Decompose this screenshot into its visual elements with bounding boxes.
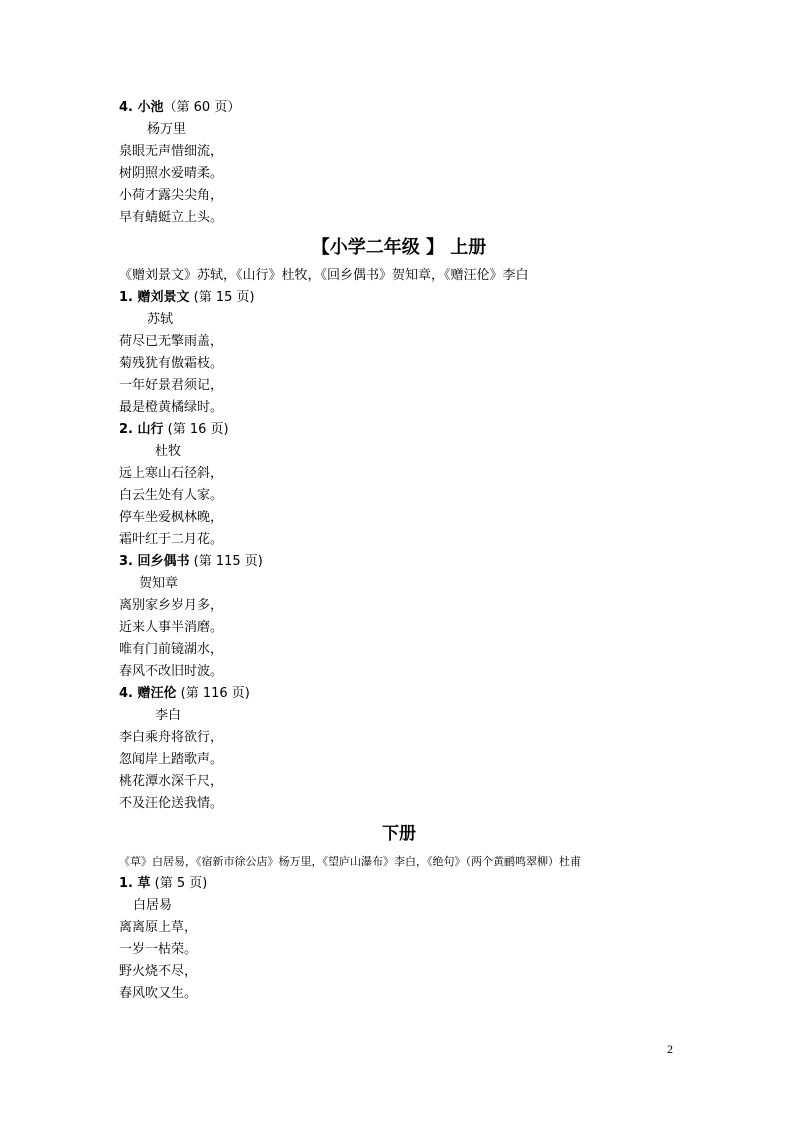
poem-title-text: 2. 山行 <box>119 422 164 437</box>
section-heading-volume2: 下册 <box>382 824 416 844</box>
poem-author: 白居易 <box>133 898 173 913</box>
poem-author: 苏轼 <box>147 312 174 327</box>
poem-line: 一岁一枯荣。 <box>119 942 198 957</box>
poem-line: 荷尽已无擎雨盖， <box>119 334 224 349</box>
poem-page-ref: (第 116 页) <box>176 686 250 701</box>
poem-line: 野火烧不尽， <box>119 964 198 979</box>
poem-title <box>119 551 679 573</box>
poem-page-ref: （第 60 页） <box>163 100 241 115</box>
section-heading-grade2: 【小学二年级 】 上册 <box>311 237 487 258</box>
poem-line: 近来人事半消磨。 <box>119 620 224 635</box>
poem-title-text: 3. 回乡偶书 <box>119 554 190 569</box>
poem-line: 不及汪伦送我情。 <box>119 796 224 811</box>
poem-line: 早有蜻蜓立上头。 <box>119 210 224 225</box>
poem-line: 桃花潭水深千尺， <box>119 774 224 789</box>
poem-line: 春风吹又生。 <box>119 986 198 1001</box>
poem-line: 霜叶红于二月花。 <box>119 532 224 547</box>
poem-line: 春风不改旧时波。 <box>119 664 224 679</box>
poem-page-ref: (第 16 页) <box>163 422 229 437</box>
poem-line: 最是橙黄橘绿时。 <box>119 400 224 415</box>
poem-line: 白云生处有人家。 <box>119 488 224 503</box>
poem-title-text: 1. 草 <box>119 876 151 891</box>
poem-title <box>119 419 679 441</box>
poem-line: 离别家乡岁月多， <box>119 598 224 613</box>
poem-title <box>119 97 679 119</box>
poem-title <box>119 287 679 309</box>
poem-title-text: 4. 赠汪伦 <box>119 686 177 701</box>
page-content <box>119 97 679 1005</box>
poem-page-ref: (第 15 页) <box>189 290 255 305</box>
poem-title <box>119 873 679 895</box>
poem-author: 杨万里 <box>147 122 187 137</box>
poem-line: 树阴照水爱晴柔。 <box>119 166 224 181</box>
page-number: 2 <box>667 1042 673 1056</box>
poem-title-text: 4. 小池 <box>119 100 164 115</box>
section-summary: 《草》白居易，《宿新市徐公店》杨万里，《望庐山瀑布》李白，《绝句》（两个黄鹂鸣翠柳）杜甫 <box>119 855 581 868</box>
poem-line: 离离原上草， <box>119 920 198 935</box>
section-summary: 《赠刘景文》苏轼，《山行》杜牧，《回乡偶书》贺知章，《赠汪伦》李白 <box>119 268 529 283</box>
poem-author: 贺知章 <box>139 576 179 591</box>
poem-line: 停车坐爱枫林晚， <box>119 510 224 525</box>
poem-page-ref: (第 5 页) <box>150 876 208 891</box>
poem-title-text: 1. 赠刘景文 <box>119 290 190 305</box>
poem-line: 一年好景君须记， <box>119 378 224 393</box>
poem-line: 菊残犹有傲霜枝。 <box>119 356 224 371</box>
poem-line: 小荷才露尖尖角， <box>119 188 224 203</box>
poem-line: 李白乘舟将欲行， <box>119 730 224 745</box>
poem-line: 远上寒山石径斜， <box>119 466 224 481</box>
poem-line: 忽闻岸上踏歌声。 <box>119 752 224 767</box>
poem-page-ref: (第 115 页) <box>189 554 263 569</box>
poem-author: 杜牧 <box>155 444 182 459</box>
poem-line: 唯有门前镜湖水， <box>119 642 224 657</box>
poem-author: 李白 <box>155 708 182 723</box>
poem-line: 泉眼无声惜细流， <box>119 144 224 159</box>
poem-title <box>119 683 679 705</box>
